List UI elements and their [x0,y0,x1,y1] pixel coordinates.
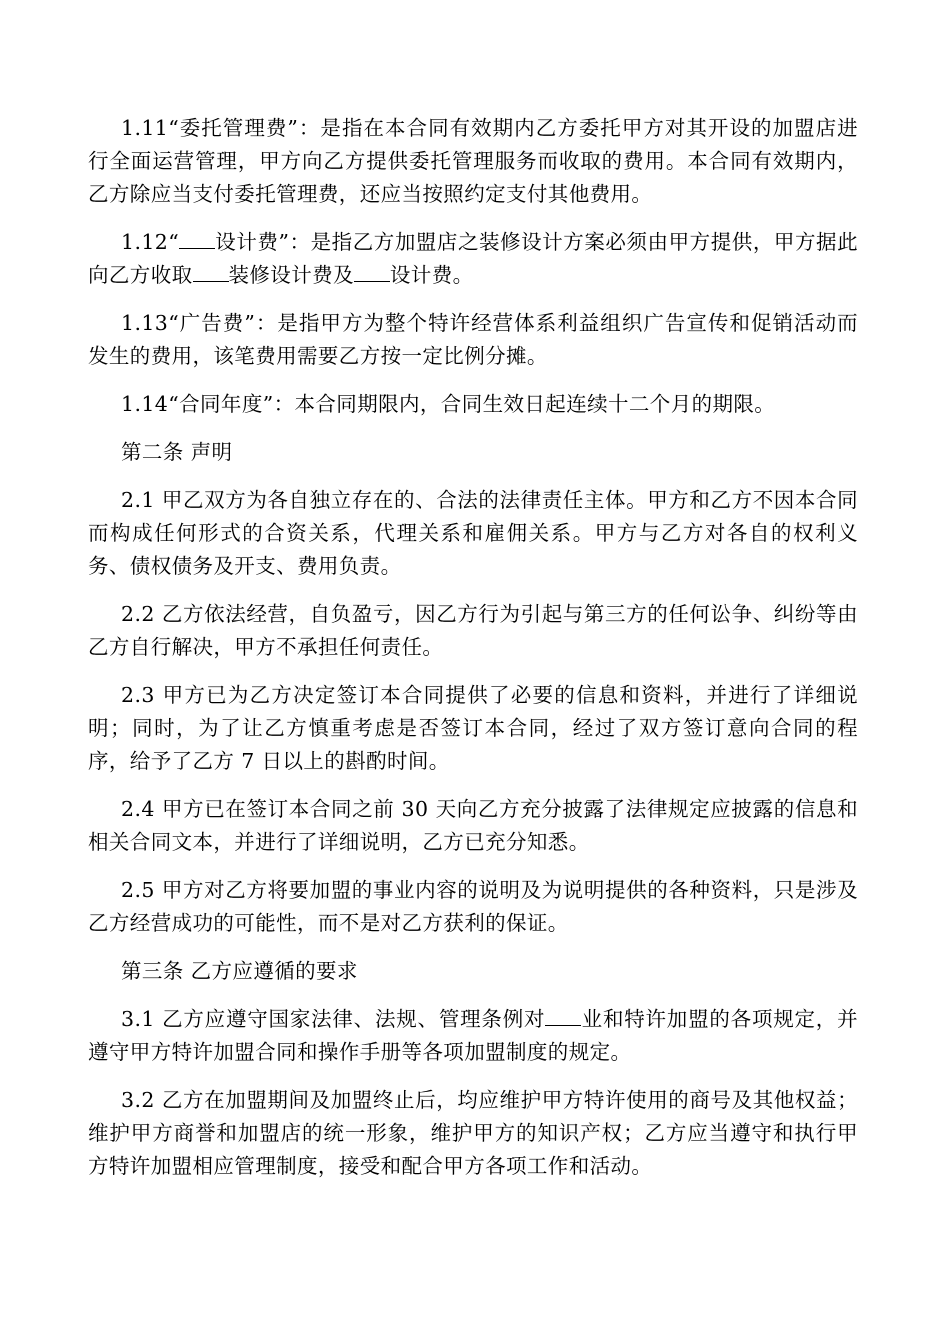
clause-2-2 [88,598,858,664]
clause-2-4-text: 2.4 甲方已在签订本合同之前 30 天向乙方充分披露了法律规定应披露的信息和相关合同文本，并进行了详细说明，乙方已充分知悉。 [88,797,858,854]
clause-1-12-text-c: 装修设计费及 [228,263,354,287]
clause-1-11-text: 1.11“委托管理费”：是指在本合同有效期内乙方委托甲方对其开设的加盟店进行全面运营管理，甲方向乙方提供委托管理服务而收取的费用。本合同有效期内，乙方除应当支付委托管理费，还应当按照约定支付其他费用。 [88,116,858,206]
clause-1-14 [88,388,858,421]
section-heading-2-text: 第二条 声明 [121,440,233,464]
blank-line [193,261,229,282]
clause-3-1-text-a: 3.1 乙方应遵守国家法律、法规、管理条例对 [121,1007,546,1031]
clause-1-12 [88,226,858,292]
section-heading-2 [88,436,858,469]
clause-1-11 [88,112,858,211]
section-heading-3 [88,955,858,988]
clause-1-12-text-a: 1.12“ [121,230,180,254]
clause-3-1-text-b: 业和特许加盟的各项规定，并遵守甲方特许加盟合同和操作手册等各项加盟制度的规定。 [88,1007,858,1064]
clause-2-3 [88,679,858,778]
clause-1-12-text-d: 设计费。 [389,263,474,287]
blank-line [545,1005,581,1026]
document-page [88,112,858,1198]
clause-2-5 [88,874,858,940]
clause-2-5-text: 2.5 甲方对乙方将要加盟的事业内容的说明及为说明提供的各种资料，只是涉及乙方经营成功的可能性，而不是对乙方获利的保证。 [88,878,858,935]
clause-2-2-text: 2.2 乙方依法经营，自负盈亏，因乙方行为引起与第三方的任何讼争、纠纷等由乙方自行解决，甲方不承担任何责任。 [88,602,858,659]
clause-3-2 [88,1084,858,1183]
clause-2-1-text: 2.1 甲乙双方为各自独立存在的、合法的法律责任主体。甲方和乙方不因本合同而构成任何形式的合资关系，代理关系和雇佣关系。甲方与乙方对各自的权利义务、债权债务及开支、费用负责。 [88,488,858,578]
clause-2-3-text: 2.3 甲方已为乙方决定签订本合同提供了必要的信息和资料，并进行了详细说明；同时，为了让乙方慎重考虑是否签订本合同，经过了双方签订意向合同的程序，给予了乙方 7 日以上的斟酌时间。 [88,683,858,773]
clause-1-13 [88,307,858,373]
blank-line [354,261,390,282]
clause-3-1 [88,1003,858,1069]
clause-1-13-text: 1.13“广告费”：是指甲方为整个特许经营体系利益组织广告宣传和促销活动而发生的费用，该笔费用需要乙方按一定比例分摊。 [88,311,858,368]
blank-line [179,228,215,249]
clause-3-2-text: 3.2 乙方在加盟期间及加盟终止后，均应维护甲方特许使用的商号及其他权益；维护甲方商誉和加盟店的统一形象，维护甲方的知识产权；乙方应当遵守和执行甲方特许加盟相应管理制度，接受和配合甲方各项工作和活动。 [88,1088,858,1178]
clause-2-4 [88,793,858,859]
clause-2-1 [88,484,858,583]
section-heading-3-text: 第三条 乙方应遵循的要求 [121,959,358,983]
clause-1-12-text-b: 设计费”：是指乙方加盟店之装修设计方案必须由甲方提供，甲方据此向乙方收取 [88,230,858,287]
clause-1-14-text: 1.14“合同年度”：本合同期限内，合同生效日起连续十二个月的期限。 [121,392,776,416]
